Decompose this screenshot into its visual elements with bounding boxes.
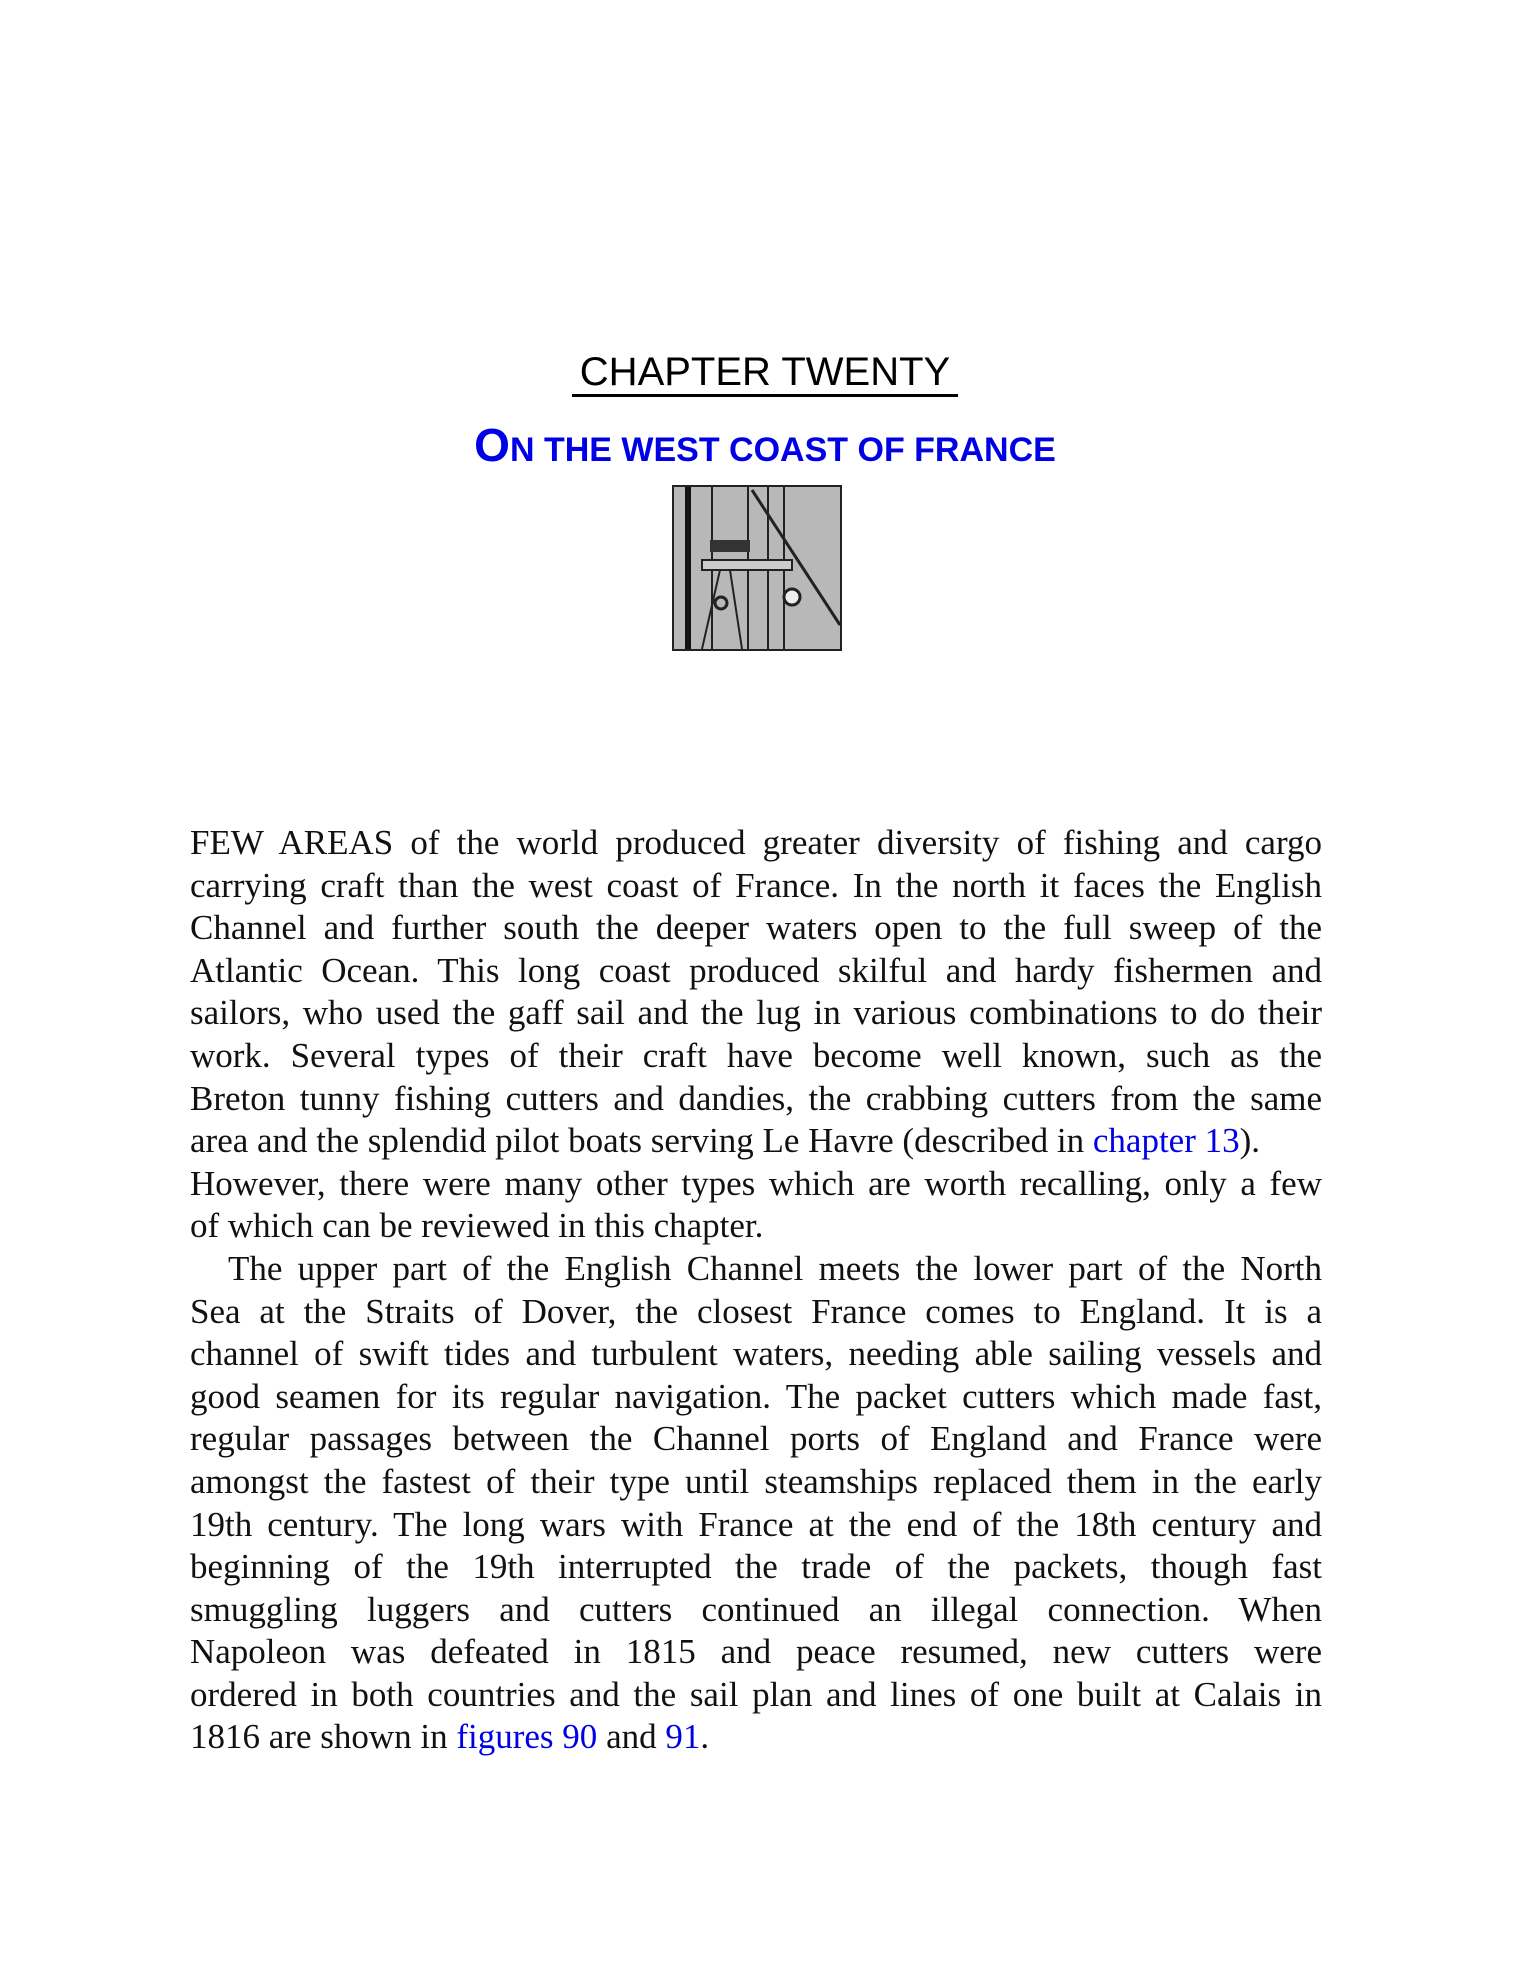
text-line: The upper part of the English Channel meets the lower part of the North <box>228 1248 1322 1288</box>
text-line: 1816 are shown in figures 90 and 91. <box>190 1717 710 1757</box>
text-line: sailors, who used the gaff sail and the lug in various combinations to do their <box>190 993 1322 1033</box>
text-line: work. Several types of their craft have become well known, such as the <box>190 1035 1322 1075</box>
paragraph-2 <box>190 1248 1322 1759</box>
chapter-label: CHAPTER TWENTY <box>0 350 1530 397</box>
text-line: 19th century. The long wars with France at the end of the 18th century and <box>190 1504 1322 1544</box>
text-line: amongst the fastest of their type until steamships replaced them in the early <box>190 1461 1322 1501</box>
chapter-13-link[interactable]: chapter 13 <box>1092 1121 1240 1161</box>
text-line: Sea at the Straits of Dover, the closest France comes to England. It is a <box>190 1291 1322 1331</box>
text-line: smuggling luggers and cutters continued an illegal connection. When <box>190 1589 1322 1629</box>
text-line: ordered in both countries and the sail plan and lines of one built at Calais in <box>190 1674 1322 1714</box>
text-line: Channel and further south the deeper waters open to the full sweep of the <box>190 908 1322 948</box>
text-line: carrying craft than the west coast of France. In the north it faces the English <box>190 865 1322 905</box>
text-line: channel of swift tides and turbulent waters, needing able sailing vessels and <box>190 1334 1322 1374</box>
text-line: good seamen for its regular navigation. The packet cutters which made fast, <box>190 1376 1322 1416</box>
text-line: However, there were many other types which are worth recalling, only a few <box>190 1163 1322 1203</box>
text-line: beginning of the 19th interrupted the trade of the packets, though fast <box>190 1547 1322 1587</box>
text-line: FEW AREAS of the world produced greater diversity of fishing and cargo <box>190 823 1322 862</box>
text-line: Atlantic Ocean. This long coast produced skilful and hardy fishermen and <box>190 950 1322 990</box>
chapter-title: ON THE WEST COAST OF FRANCE <box>474 419 1056 471</box>
rigging-illustration <box>672 485 842 651</box>
text-line: regular passages between the Channel ports of England and France were <box>190 1419 1322 1459</box>
figure-90-link[interactable]: figures 90 <box>456 1717 598 1757</box>
body-text <box>190 822 1322 1759</box>
text-line: area and the splendid pilot boats serving Le Havre (described in chapter 13). <box>190 1121 1261 1161</box>
text-line: of which can be reviewed in this chapter. <box>190 1206 764 1246</box>
figure-91-link[interactable]: 91 <box>665 1717 701 1757</box>
paragraph-1 <box>190 822 1322 1248</box>
text-line: Napoleon was defeated in 1815 and peace resumed, new cutters were <box>190 1632 1322 1672</box>
text-line: Breton tunny fishing cutters and dandies, the crabbing cutters from the same <box>190 1078 1322 1118</box>
